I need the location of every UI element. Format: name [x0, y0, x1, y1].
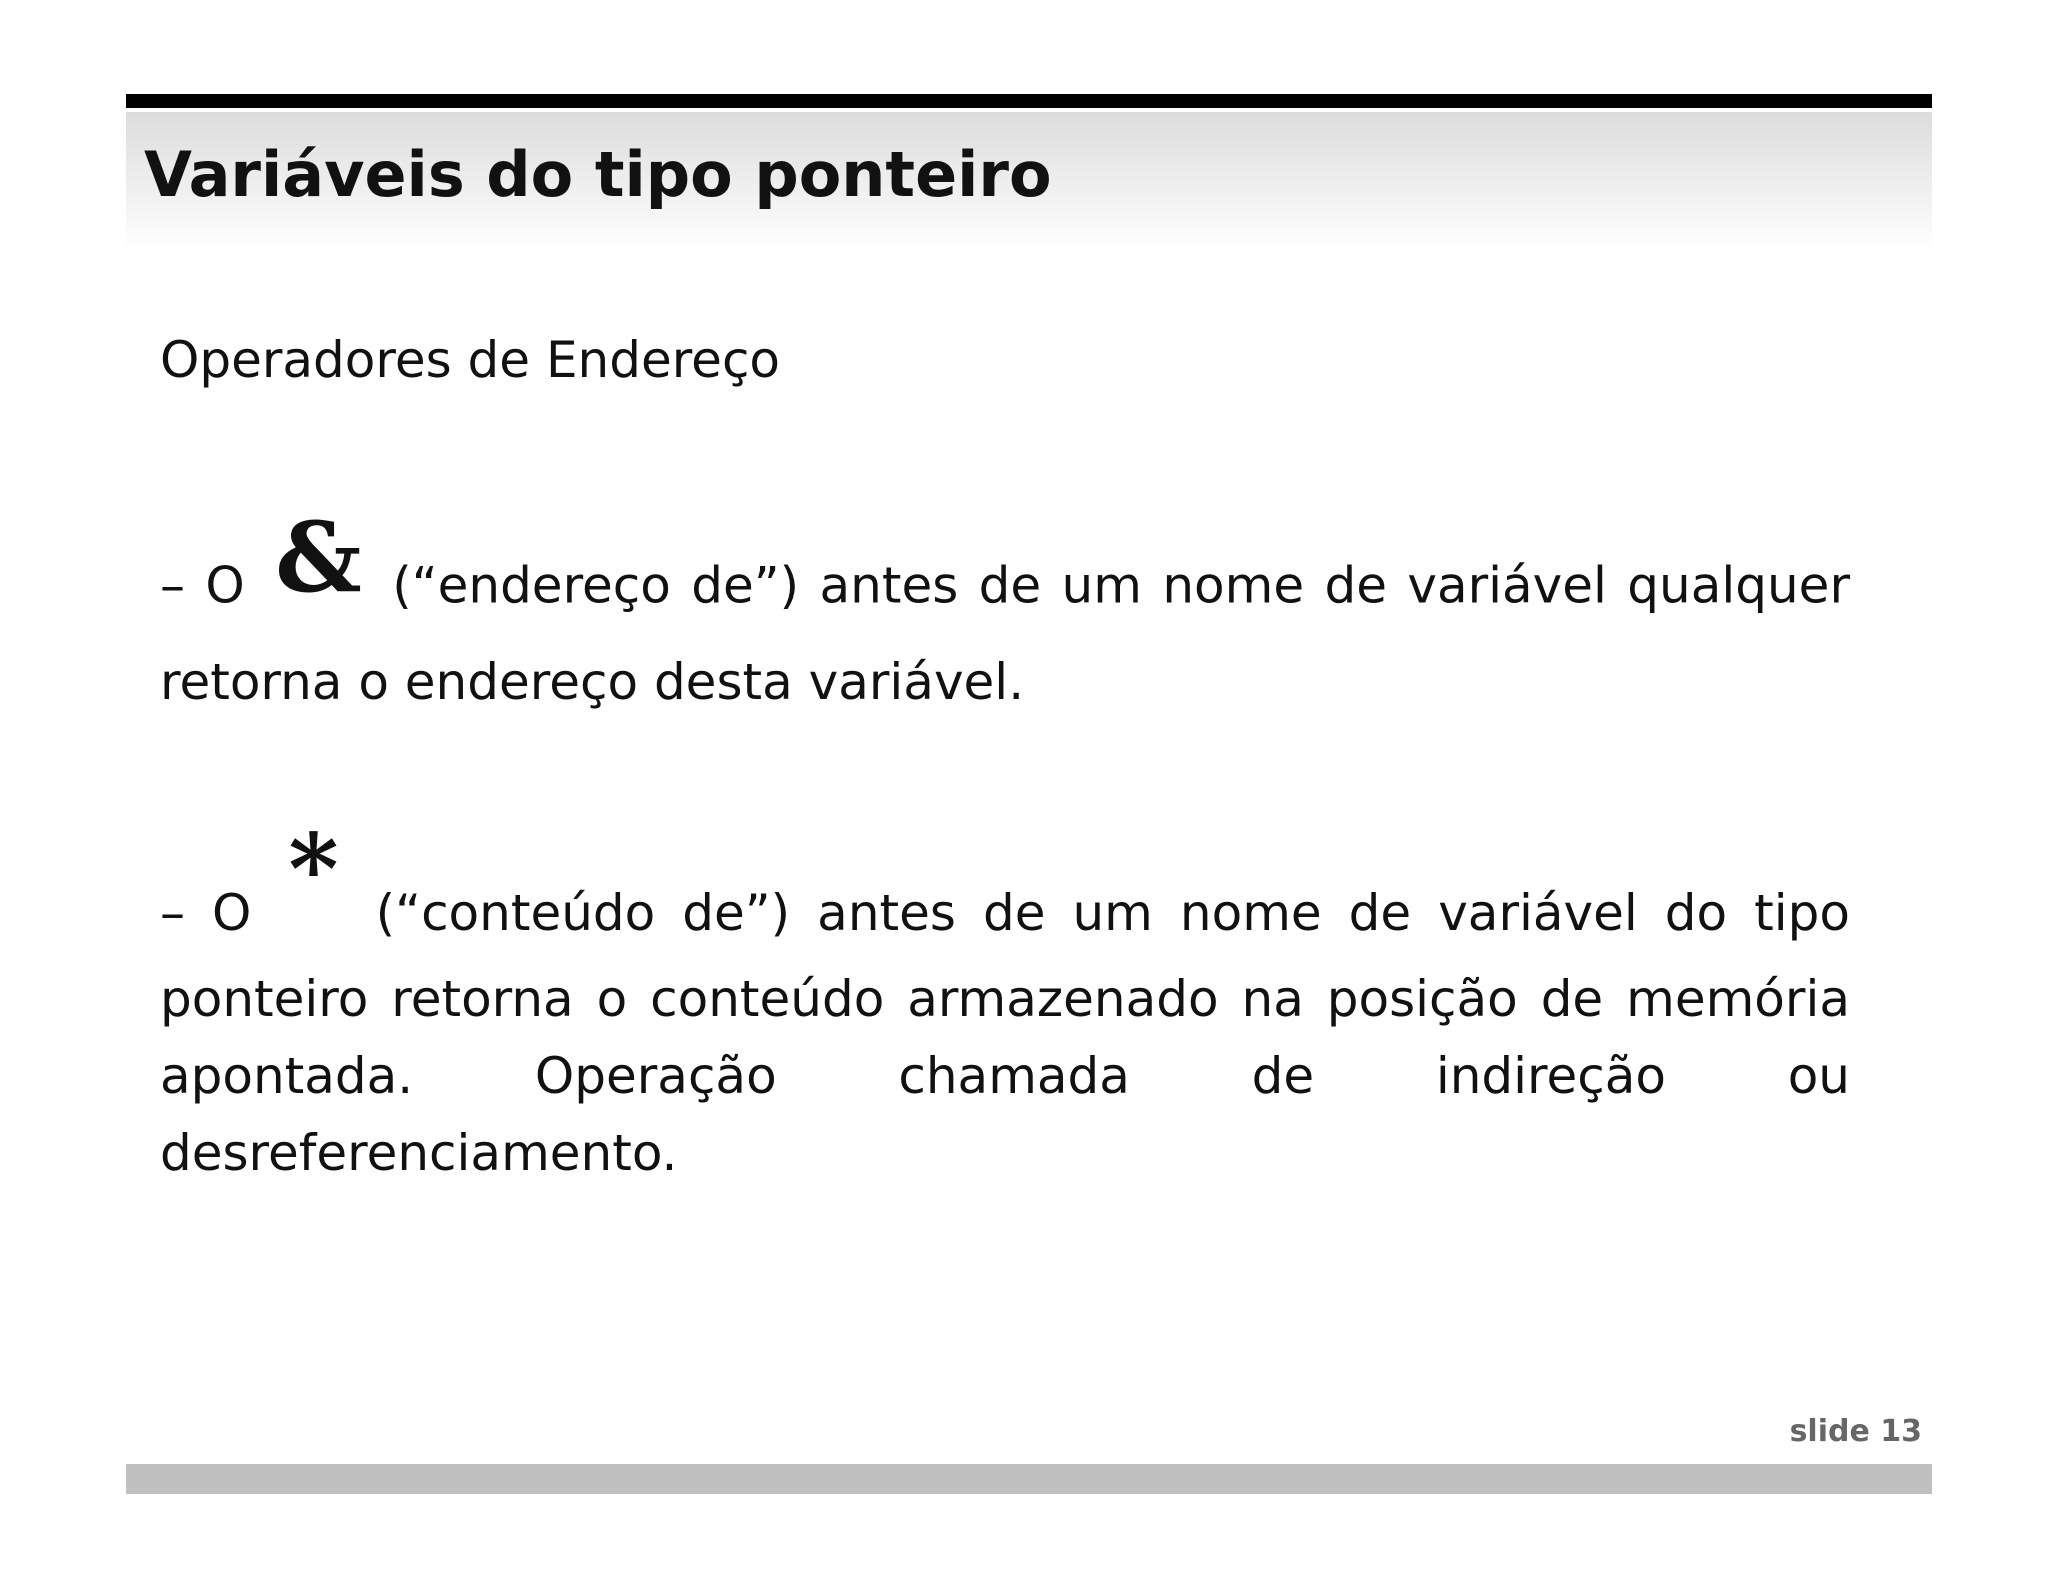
section-heading: Operadores de Endereço — [160, 331, 781, 389]
content-operator-first-line-text: (“conteúdo de”) antes de um nome de variável do tipo — [375, 883, 1850, 942]
address-operator-first-line: (“endereço de”) antes de um nome de variável qualquer — [392, 556, 1850, 615]
content-operator-prefix: – O — [160, 883, 252, 942]
address-operator-prefix: – O — [160, 556, 245, 615]
slide-title: Variáveis do tipo ponteiro — [144, 138, 1052, 211]
content-operator-paragraph — [160, 813, 1850, 1192]
address-operator-continuation: retorna o endereço desta variável. — [160, 652, 1025, 711]
ampersand-symbol: & — [275, 501, 362, 614]
address-operator-paragraph — [160, 501, 1850, 730]
content-operator-first-line — [160, 813, 1850, 961]
top-rule — [126, 94, 1932, 108]
slide-number: slide 13 — [1789, 1414, 1922, 1449]
asterisk-symbol: * — [288, 813, 339, 926]
content-operator-continuation: ponteiro retorna o conteúdo armazenado na posição de memória apontada. Operação chamada de indireção ou desreferenciamento. — [160, 969, 1850, 1182]
bottom-bar — [126, 1464, 1932, 1494]
